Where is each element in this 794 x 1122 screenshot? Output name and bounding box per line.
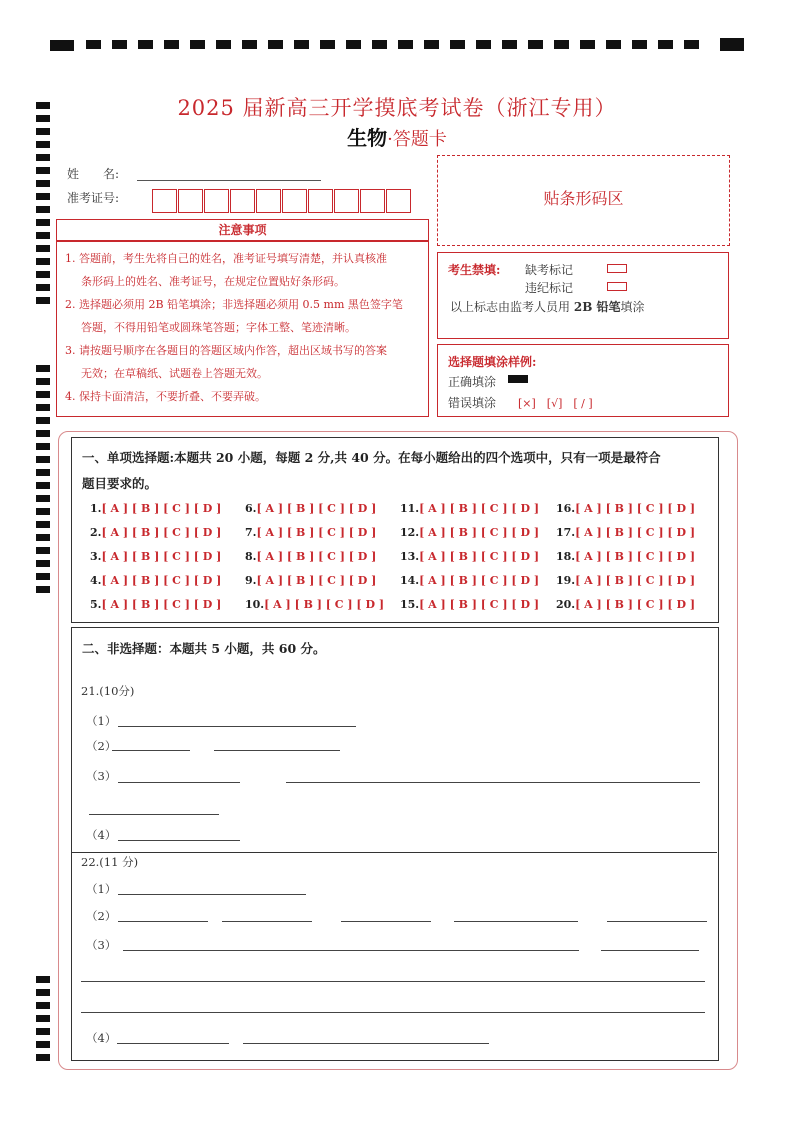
q22-title: 22.(11 分): [81, 855, 139, 869]
exam-number-cell[interactable]: [308, 189, 333, 213]
violation-label: 违纪标记: [525, 281, 574, 295]
section2-box: [71, 627, 719, 1061]
choice-question[interactable]: 8.[ A ] [ B ] [ C ] [ D ]: [245, 550, 377, 563]
choice-question[interactable]: 15.[ A ] [ B ] [ C ] [ D ]: [400, 598, 540, 611]
choice-question[interactable]: 13.[ A ] [ B ] [ C ] [ D ]: [400, 550, 540, 563]
exam-number-cell[interactable]: [256, 189, 281, 213]
choice-question[interactable]: 7.[ A ] [ B ] [ C ] [ D ]: [245, 526, 377, 539]
answer-line[interactable]: [117, 1043, 229, 1044]
sample-correct-mark: [508, 375, 528, 383]
answer-line[interactable]: [454, 921, 578, 922]
q21-q22-divider: [71, 852, 717, 853]
notice-box: [56, 219, 429, 417]
exam-number-grid[interactable]: [152, 189, 412, 213]
exam-number-cell[interactable]: [178, 189, 203, 213]
exam-number-label: 准考证号:: [67, 191, 120, 205]
choice-question[interactable]: 11.[ A ] [ B ] [ C ] [ D ]: [400, 502, 540, 515]
answer-line[interactable]: [118, 921, 208, 922]
q21-part-label: （2）: [86, 739, 117, 753]
name-field[interactable]: [137, 180, 321, 181]
sample-box: [437, 344, 729, 417]
choice-question[interactable]: 18.[ A ] [ B ] [ C ] [ D ]: [556, 550, 696, 563]
notice-item: 2. 选择题必须用 2B 铅笔填涂；非选择题必须用 0.5 mm 黑色签字笔: [65, 298, 403, 311]
sample-wrong-marks: [×] [√] [ / ]: [518, 397, 593, 410]
choice-question[interactable]: 19.[ A ] [ B ] [ C ] [ D ]: [556, 574, 696, 587]
answer-line[interactable]: [607, 921, 707, 922]
barcode-label: 贴条形码区: [543, 189, 624, 208]
forbidden-note: [450, 298, 645, 315]
section1-title-line1: 一、单项选择题:本题共 20 小题，每题 2 分,共 40 分。在每小题给出的四个选项中，只有一项是最符合: [82, 450, 661, 465]
answer-line[interactable]: [81, 1012, 705, 1013]
sample-title: 选择题填涂样例:: [448, 355, 537, 369]
answer-line[interactable]: [118, 726, 356, 727]
choice-question[interactable]: 5.[ A ] [ B ] [ C ] [ D ]: [90, 598, 222, 611]
choice-question[interactable]: 12.[ A ] [ B ] [ C ] [ D ]: [400, 526, 540, 539]
notice-item: 条形码上的姓名、准考证号，在规定位置贴好条形码。: [81, 275, 345, 288]
choice-question[interactable]: 6.[ A ] [ B ] [ C ] [ D ]: [245, 502, 377, 515]
choice-question[interactable]: 14.[ A ] [ B ] [ C ] [ D ]: [400, 574, 540, 587]
q21-part-label: （4）: [86, 828, 117, 842]
notice-item: 1. 答题前，考生先将自己的姓名，准考证号填写清楚，并认真核准: [65, 252, 387, 265]
choice-question[interactable]: 3.[ A ] [ B ] [ C ] [ D ]: [90, 550, 222, 563]
absent-label: 缺考标记: [525, 263, 574, 277]
title-separator: ·: [387, 129, 393, 150]
choice-question[interactable]: 2.[ A ] [ B ] [ C ] [ D ]: [90, 526, 222, 539]
exam-number-cell[interactable]: [334, 189, 359, 213]
exam-number-cell[interactable]: [204, 189, 229, 213]
answer-line[interactable]: [286, 782, 700, 783]
q21-part-label: （1）: [86, 714, 117, 728]
notice-item: 3. 请按题号顺序在各题目的答题区域内作答，超出区域书写的答案: [65, 344, 387, 357]
answer-line[interactable]: [243, 1043, 489, 1044]
answer-line[interactable]: [89, 814, 219, 815]
violation-mark-box[interactable]: [607, 282, 627, 291]
exam-subtitle: [0, 122, 794, 151]
forbidden-label: 考生禁填:: [448, 263, 501, 277]
exam-title: 2025 届新高三开学摸底考试卷（浙江专用）: [177, 96, 617, 120]
q21-part-label: （3）: [86, 769, 117, 783]
choice-question[interactable]: 16.[ A ] [ B ] [ C ] [ D ]: [556, 502, 696, 515]
forbidden-box: [437, 252, 729, 339]
answer-line[interactable]: [601, 950, 699, 951]
subject-name: 生物: [347, 126, 388, 150]
notice-item: 4. 保持卡面清洁，不要折叠、不要弄破。: [65, 390, 266, 403]
notice-list: [57, 241, 428, 408]
notice-item: 答题，不得用铅笔或圆珠笔答题；字体工整、笔迹清晰。: [81, 321, 356, 334]
q22-part-label: （2）: [86, 909, 117, 923]
q22-part-label: （1）: [86, 882, 117, 896]
exam-number-cell[interactable]: [230, 189, 255, 213]
choice-question[interactable]: 4.[ A ] [ B ] [ C ] [ D ]: [90, 574, 222, 587]
answer-line[interactable]: [118, 782, 240, 783]
answer-line[interactable]: [118, 840, 240, 841]
q22-part-label: （4）: [86, 1031, 117, 1045]
section1-title-line2: 题目要求的。: [82, 476, 158, 491]
exam-number-cell[interactable]: [360, 189, 385, 213]
answer-line[interactable]: [118, 894, 306, 895]
q22-part-label: （3）: [86, 938, 117, 952]
answer-line[interactable]: [123, 950, 579, 951]
sample-correct-label: 正确填涂: [448, 375, 497, 389]
forbidden-note-bold: 2B 铅笔: [573, 300, 621, 314]
forbidden-note-prefix: 以上标志由监考人员用: [450, 300, 571, 314]
choice-question[interactable]: 20.[ A ] [ B ] [ C ] [ D ]: [556, 598, 696, 611]
answer-line[interactable]: [81, 981, 705, 982]
sample-wrong-label: 错误填涂: [448, 396, 497, 410]
forbidden-note-suffix: 填涂: [620, 300, 645, 314]
choice-question[interactable]: 9.[ A ] [ B ] [ C ] [ D ]: [245, 574, 377, 587]
exam-number-cell[interactable]: [386, 189, 411, 213]
notice-heading: 注意事项: [57, 220, 428, 241]
notice-item: 无效；在草稿纸、试题卷上答题无效。: [81, 367, 268, 380]
exam-number-cell[interactable]: [282, 189, 307, 213]
choice-question[interactable]: 10.[ A ] [ B ] [ C ] [ D ]: [245, 598, 385, 611]
answer-line[interactable]: [222, 921, 312, 922]
answer-line[interactable]: [112, 750, 190, 751]
exam-number-cell[interactable]: [152, 189, 177, 213]
absent-mark-box[interactable]: [607, 264, 627, 273]
q21-title: 21.(10分): [81, 684, 135, 698]
answer-line[interactable]: [214, 750, 340, 751]
choice-question[interactable]: 1.[ A ] [ B ] [ C ] [ D ]: [90, 502, 222, 515]
name-label: 姓 名:: [67, 167, 120, 181]
answer-line[interactable]: [341, 921, 431, 922]
card-label: 答题卡: [392, 129, 447, 150]
section2-title: 二、非选择题：本题共 5 小题，共 60 分。: [82, 641, 326, 656]
choice-question[interactable]: 17.[ A ] [ B ] [ C ] [ D ]: [556, 526, 696, 539]
barcode-area: [437, 155, 730, 246]
notice-divider: [56, 241, 429, 242]
